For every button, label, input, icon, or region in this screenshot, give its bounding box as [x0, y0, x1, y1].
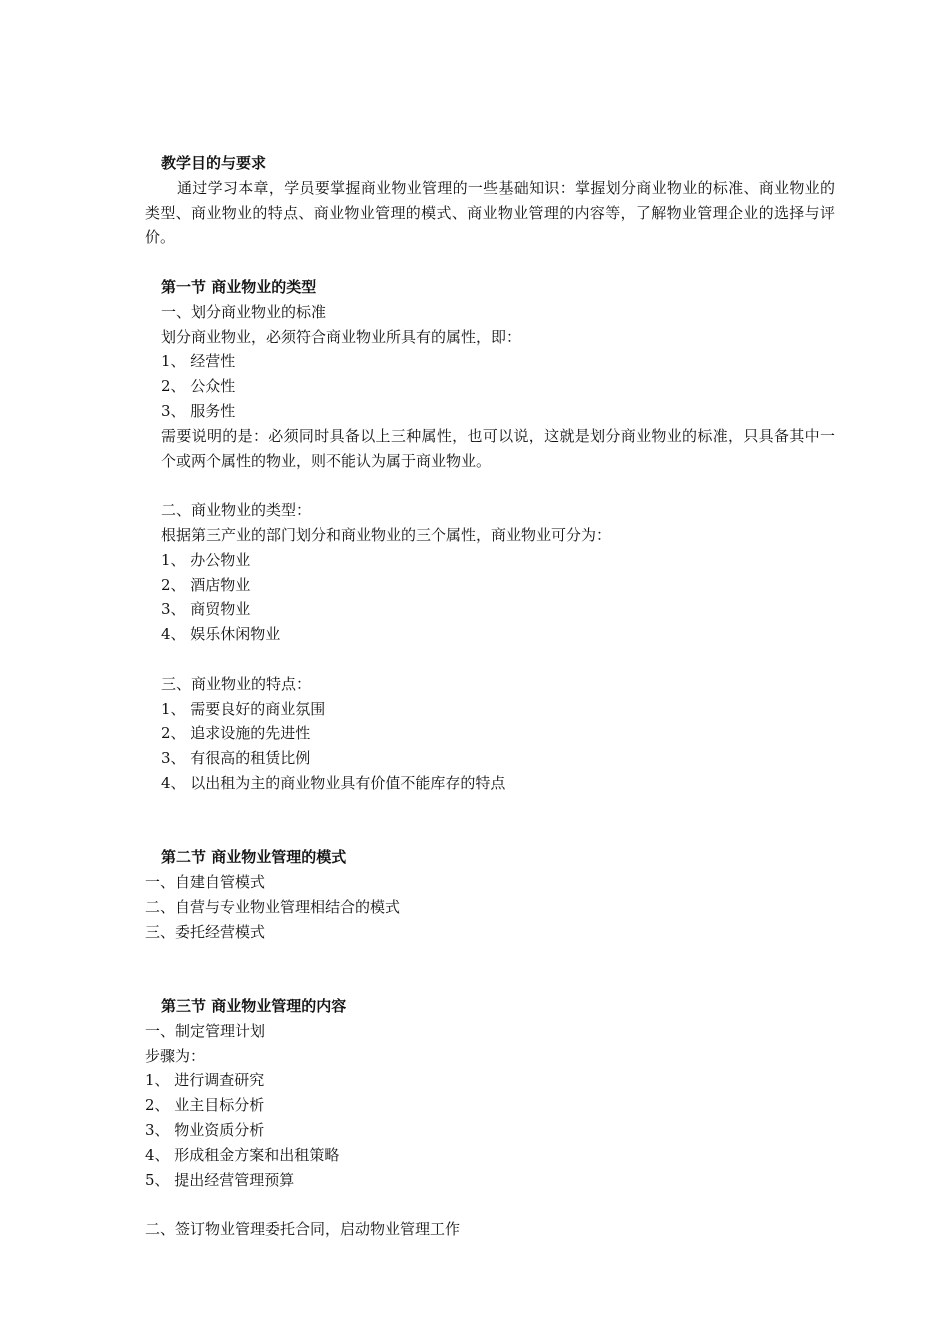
- spacer: [145, 473, 835, 498]
- list-item: 2、 业主目标分析: [145, 1096, 265, 1115]
- s1-subsection-c-title: 三、商业物业的特点：: [161, 674, 312, 693]
- list-item: 4、 以出租为主的商业物业具有价值不能库存的特点: [161, 773, 506, 792]
- list-item: 1、 经营性: [161, 352, 236, 371]
- s1-subsection-a-title: 一、划分商业物业的标准: [161, 302, 327, 321]
- list-item: 1、 办公物业: [161, 550, 251, 569]
- spacer: [145, 250, 835, 275]
- s3-subsection-a-title: 一、制定管理计划: [145, 1021, 266, 1040]
- s1-subsection-a-lead: 划分商业物业，必须符合商业物业所具有的属性，即：: [161, 327, 522, 346]
- spacer: [145, 796, 835, 846]
- spacer: [145, 945, 835, 995]
- s3-subsection-b-title: 二、签订物业管理委托合同，启动物业管理工作: [145, 1220, 461, 1239]
- list-item: 2、 追求设施的先进性: [161, 724, 311, 743]
- list-item: 2、 公众性: [161, 377, 236, 396]
- section-1-heading: 第一节 商业物业的类型: [161, 277, 317, 296]
- list-item: 3、 有很高的租赁比例: [161, 749, 311, 768]
- list-item: 一、自建自管模式: [145, 873, 266, 892]
- list-item: 三、委托经营模式: [145, 922, 266, 941]
- intro-heading: 教学目的与要求: [161, 154, 267, 172]
- list-item: 4、 形成租金方案和出租策略: [145, 1145, 340, 1164]
- list-item: 1、 进行调查研究: [145, 1071, 265, 1090]
- section-2-heading: 第二节 商业物业管理的模式: [161, 848, 347, 867]
- list-item: 4、 娱乐休闲物业: [161, 625, 281, 644]
- list-item: 3、 商贸物业: [161, 600, 251, 619]
- spacer: [145, 647, 835, 672]
- list-item: 1、 需要良好的商业氛围: [161, 699, 326, 718]
- s1-subsection-b-lead: 根据第三产业的部门划分和商业物业的三个属性，商业物业可分为：: [161, 525, 612, 544]
- list-item: 3、 物业资质分析: [145, 1121, 265, 1140]
- section-3-heading: 第三节 商业物业管理的内容: [161, 997, 347, 1016]
- list-item: 5、 提出经营管理预算: [145, 1170, 295, 1189]
- list-item: 3、 服务性: [161, 401, 236, 420]
- s3-subsection-a-lead: 步骤为：: [145, 1046, 206, 1065]
- intro-paragraph: 通过学习本章，学员要掌握商业物业管理的一些基础知识：掌握划分商业物业的标准、商业物业的类型、商业物业的特点、商业物业管理的模式、商业物业管理的内容等，了解物业管理企业的选择与评价。: [145, 178, 835, 247]
- list-item: 二、自营与专业物业管理相结合的模式: [145, 897, 401, 916]
- spacer: [145, 1192, 835, 1217]
- s1-subsection-b-title: 二、商业物业的类型：: [161, 501, 312, 520]
- document-body: [145, 151, 835, 1242]
- s1-note-paragraph: 需要说明的是：必须同时具备以上三种属性，也可以说，这就是划分商业物业的标准，只具备其中一个或两个属性的物业，则不能认为属于商业物业。: [161, 426, 835, 470]
- list-item: 2、 酒店物业: [161, 575, 251, 594]
